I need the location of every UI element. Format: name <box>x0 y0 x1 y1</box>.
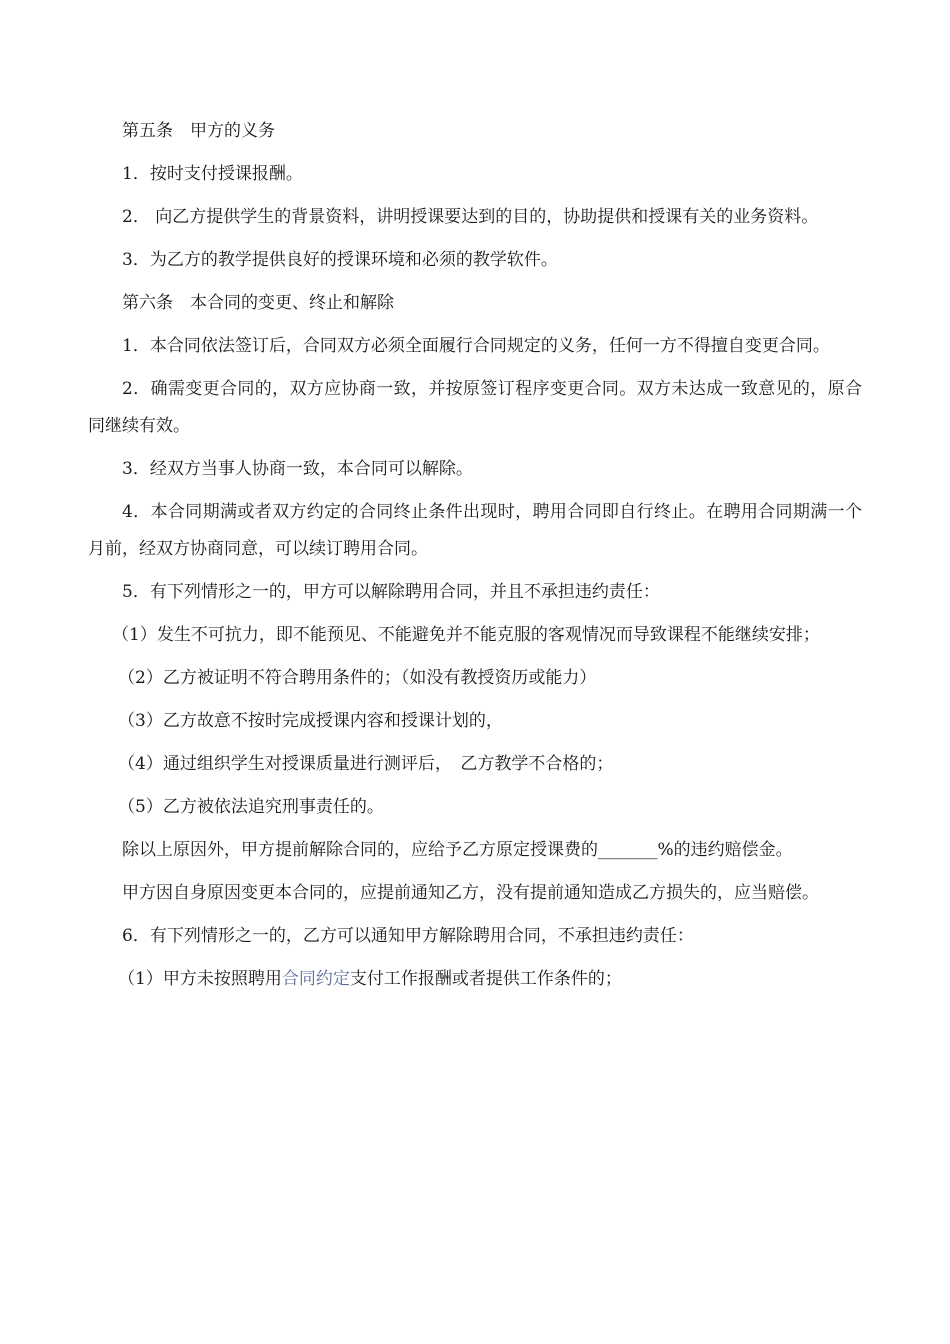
article-6-clause-5-item-5: （5）乙方被依法追究刑事责任的。 <box>118 797 384 817</box>
article-6-clause-5-item-3: （3）乙方故意不按时完成授课内容和授课计划的， <box>118 711 503 731</box>
article-6-title: 第六条 本合同的变更、终止和解除 <box>122 293 394 313</box>
article-6-change-note: 甲方因自身原因变更本合同的，应提前通知乙方，没有提前通知造成乙方损失的，应当赔偿。 <box>122 883 819 903</box>
article-6-penalty-note: 除以上原因外，甲方提前解除合同的，应给予乙方原定授课费的_______%的违约赔偿金。 <box>122 840 793 860</box>
article-6-clause-5: 5．有下列情形之一的，甲方可以解除聘用合同，并且不承担违约责任： <box>122 582 660 602</box>
contract-agreement-link[interactable]: 合同约定 <box>281 969 350 989</box>
article-6-clause-5-item-4: （4）通过组织学生对授课质量进行测评后， 乙方教学不合格的； <box>118 754 614 774</box>
clause-6-item-1-prefix: （1）甲方未按照聘用 <box>118 969 282 989</box>
article-5-clause-3: 3．为乙方的教学提供良好的授课环境和必须的教学软件。 <box>122 250 558 270</box>
clause-6-item-1-suffix: 支付工作报酬或者提供工作条件的； <box>349 969 622 989</box>
article-5-clause-2: 2． 向乙方提供学生的背景资料，讲明授课要达到的目的，协助提供和授课有关的业务资料。 <box>122 207 819 227</box>
article-6-clause-6: 6．有下列情形之一的，乙方可以通知甲方解除聘用合同，不承担违约责任： <box>122 926 694 946</box>
article-6-clause-3: 3．经双方当事人协商一致，本合同可以解除。 <box>122 459 473 479</box>
article-6-clause-4: 4．本合同期满或者双方约定的合同终止条件出现时，聘用合同即自行终止。在聘用合同期满一个月前，经双方协商同意，可以续订聘用合同。 <box>88 502 862 559</box>
article-5-title: 第五条 甲方的义务 <box>122 121 275 141</box>
article-5-clause-1: 1．按时支付授课报酬。 <box>122 164 303 184</box>
article-6-clause-6-item-1 <box>88 961 862 998</box>
article-6-clause-5-item-2: （2）乙方被证明不符合聘用条件的；（如没有教授资历或能力） <box>118 668 597 688</box>
article-6-clause-5-item-1: （1）发生不可抗力，即不能预见、不能避免并不能克服的客观情况而导致课程不能继续安排； <box>112 625 820 645</box>
article-6-clause-2: 2．确需变更合同的，双方应协商一致，并按原签订程序变更合同。双方未达成一致意见的，原合同继续有效。 <box>88 379 862 436</box>
document-page <box>88 113 862 1004</box>
article-6-clause-1: 1．本合同依法签订后，合同双方必须全面履行合同规定的义务，任何一方不得擅自变更合同。 <box>122 336 830 356</box>
